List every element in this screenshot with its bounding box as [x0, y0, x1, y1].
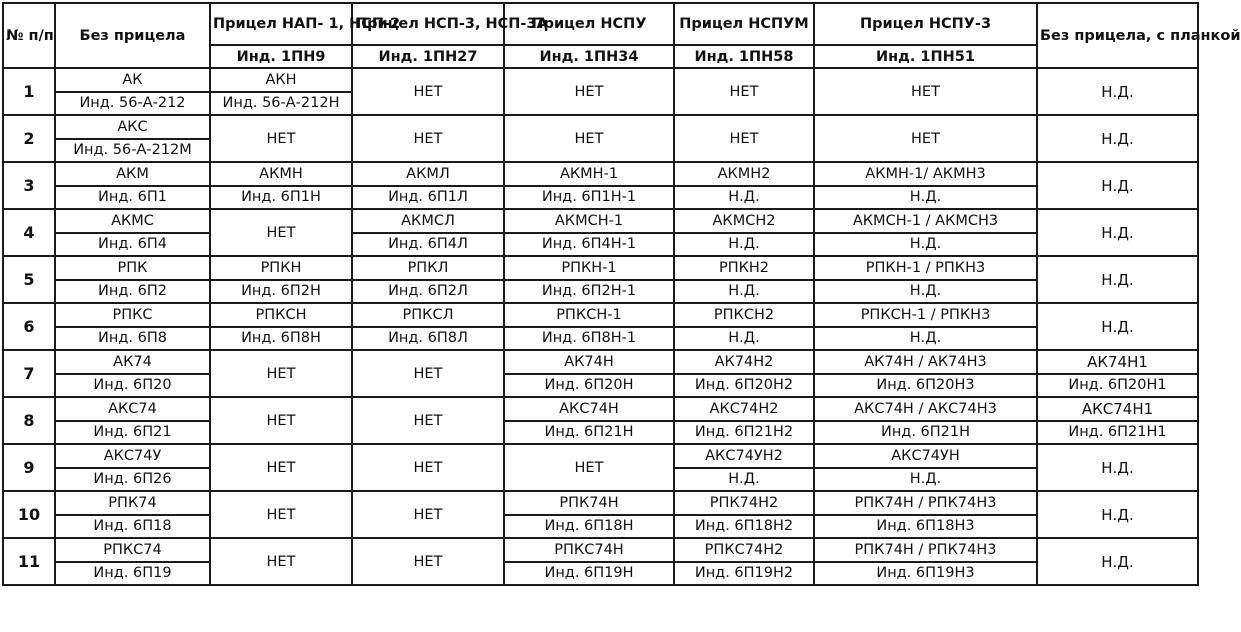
cell-base-index: Инд. 6П2	[55, 280, 210, 304]
row-number: 7	[3, 350, 55, 397]
cell-nap-index: Инд. 6П8Н	[210, 327, 352, 351]
cell-nspu3: РПКН-1 / РПКН3	[814, 256, 1037, 280]
cell-plank: Н.Д.	[1037, 444, 1198, 491]
row-number: 11	[3, 538, 55, 585]
cell-nsp3-index: Инд. 6П1Л	[352, 186, 504, 210]
cell-nspu3-index: Инд. 6П18Н3	[814, 515, 1037, 539]
cell-nspu3: РПК74Н / РПК74Н3	[814, 538, 1037, 562]
cell-nap-index: Инд. 56-А-212Н	[210, 92, 352, 116]
cell-plank: Н.Д.	[1037, 209, 1198, 256]
cell-nspum: АКС74Н2	[674, 397, 814, 421]
cell-nspu-index: Инд. 6П20Н	[504, 374, 674, 398]
cell-nspum: РПКСН2	[674, 303, 814, 327]
table-row	[3, 444, 1198, 468]
cell-nspu3-index: Инд. 6П21Н	[814, 421, 1037, 445]
cell-nspu: НЕТ	[504, 68, 674, 115]
cell-nspu3-index: Н.Д.	[814, 233, 1037, 257]
cell-nspu-index: Инд. 6П21Н	[504, 421, 674, 445]
cell-plank: Н.Д.	[1037, 538, 1198, 585]
table-row-index	[3, 327, 1198, 351]
cell-base-index: Инд. 6П21	[55, 421, 210, 445]
cell-base: АКМ	[55, 162, 210, 186]
cell-plank-index: Инд. 6П21Н1	[1037, 421, 1198, 445]
cell-base: РПКС74	[55, 538, 210, 562]
header-plank: Без прицела, с планкой	[1037, 3, 1198, 68]
cell-nsp3: АКМЛ	[352, 162, 504, 186]
header-num: № п/п	[3, 3, 55, 68]
cell-nsp3-index: Инд. 6П2Л	[352, 280, 504, 304]
cell-nspu: РПКСН-1	[504, 303, 674, 327]
cell-nsp3: НЕТ	[352, 115, 504, 162]
cell-nspum: АКМН2	[674, 162, 814, 186]
cell-nspu-index: Инд. 6П19Н	[504, 562, 674, 586]
cell-nspu: РПК74Н	[504, 491, 674, 515]
cell-nap: РПКСН	[210, 303, 352, 327]
cell-base-index: Инд. 56-А-212М	[55, 139, 210, 163]
cell-nspu3: АК74Н / АК74Н3	[814, 350, 1037, 374]
cell-nspum-index: Инд. 6П19Н2	[674, 562, 814, 586]
table-row	[3, 115, 1198, 139]
cell-plank: Н.Д.	[1037, 115, 1198, 162]
cell-nsp3: НЕТ	[352, 68, 504, 115]
row-number: 10	[3, 491, 55, 538]
cell-nspu3: АКМН-1/ АКМН3	[814, 162, 1037, 186]
header-nap-index: Инд. 1ПН9	[210, 45, 352, 68]
cell-nspu-index: Инд. 6П1Н-1	[504, 186, 674, 210]
cell-base: РПК	[55, 256, 210, 280]
table-row-index	[3, 186, 1198, 210]
header-nspu3: Прицел НСПУ-3	[814, 3, 1037, 45]
cell-nspu3: АКС74Н / АКС74Н3	[814, 397, 1037, 421]
cell-plank: Н.Д.	[1037, 256, 1198, 303]
header-nspum-index: Инд. 1ПН58	[674, 45, 814, 68]
cell-nap: РПКН	[210, 256, 352, 280]
cell-base: РПКС	[55, 303, 210, 327]
cell-nspum-index: Инд. 6П20Н2	[674, 374, 814, 398]
cell-nspum-index: Инд. 6П18Н2	[674, 515, 814, 539]
cell-nspu3: НЕТ	[814, 68, 1037, 115]
table-row	[3, 397, 1198, 421]
cell-nsp3: НЕТ	[352, 491, 504, 538]
row-number: 2	[3, 115, 55, 162]
cell-base-index: Инд. 6П8	[55, 327, 210, 351]
cell-nspu3-index: Н.Д.	[814, 186, 1037, 210]
cell-nspu3: НЕТ	[814, 115, 1037, 162]
header-nap: Прицел НАП- 1, НСП-2	[210, 3, 352, 45]
cell-base: АКС	[55, 115, 210, 139]
cell-nspum-index: Н.Д.	[674, 186, 814, 210]
cell-nspu3-index: Н.Д.	[814, 327, 1037, 351]
row-number: 5	[3, 256, 55, 303]
cell-base-index: Инд. 6П19	[55, 562, 210, 586]
row-number: 8	[3, 397, 55, 444]
cell-nap-index: Инд. 6П1Н	[210, 186, 352, 210]
cell-base: РПК74	[55, 491, 210, 515]
cell-nap: НЕТ	[210, 115, 352, 162]
header-no-sight: Без прицела	[55, 3, 210, 68]
cell-nspum: АКМСН2	[674, 209, 814, 233]
row-number: 3	[3, 162, 55, 209]
cell-nap: НЕТ	[210, 209, 352, 256]
cell-nspum-index: Н.Д.	[674, 327, 814, 351]
cell-nspum: РПК74Н2	[674, 491, 814, 515]
cell-plank: Н.Д.	[1037, 303, 1198, 350]
cell-nspu-index: Инд. 6П8Н-1	[504, 327, 674, 351]
table-row	[3, 162, 1198, 186]
cell-plank-index: Инд. 6П20Н1	[1037, 374, 1198, 398]
cell-base-index: Инд. 6П18	[55, 515, 210, 539]
cell-base: АКС74	[55, 397, 210, 421]
table-row	[3, 350, 1198, 374]
cell-nspu: РПКН-1	[504, 256, 674, 280]
cell-nspu-index: Инд. 6П4Н-1	[504, 233, 674, 257]
cell-nsp3: АКМСЛ	[352, 209, 504, 233]
table-row-index	[3, 562, 1198, 586]
table-row	[3, 256, 1198, 280]
cell-nap: АКМН	[210, 162, 352, 186]
cell-nsp3: РПКСЛ	[352, 303, 504, 327]
cell-nspu: АК74Н	[504, 350, 674, 374]
cell-plank: Н.Д.	[1037, 491, 1198, 538]
cell-nspu3: АКС74УН	[814, 444, 1037, 468]
cell-nspum-index: Н.Д.	[674, 233, 814, 257]
cell-nspu3-index: Н.Д.	[814, 280, 1037, 304]
cell-base-index: Инд. 6П1	[55, 186, 210, 210]
table-row	[3, 303, 1198, 327]
header-nsp3: Прицел НСП-3, НСП-3А	[352, 3, 504, 45]
cell-base-index: Инд. 6П20	[55, 374, 210, 398]
cell-nap: НЕТ	[210, 350, 352, 397]
header-nspu-index: Инд. 1ПН34	[504, 45, 674, 68]
cell-nspu: НЕТ	[504, 444, 674, 491]
cell-nspu3: АКМСН-1 / АКМСН3	[814, 209, 1037, 233]
header-nspum: Прицел НСПУМ	[674, 3, 814, 45]
document-page	[2, 2, 1241, 586]
cell-nspum-index: Инд. 6П21Н2	[674, 421, 814, 445]
table-row-index	[3, 515, 1198, 539]
weapon-sight-table	[2, 2, 1241, 586]
cell-nspu: АКМН-1	[504, 162, 674, 186]
row-number: 1	[3, 68, 55, 115]
cell-nsp3-index: Инд. 6П4Л	[352, 233, 504, 257]
table-row	[3, 491, 1198, 515]
header-nspu3-index: Инд. 1ПН51	[814, 45, 1037, 68]
cell-nap: НЕТ	[210, 491, 352, 538]
cell-base: АК	[55, 68, 210, 92]
cell-plank: АК74Н1	[1037, 350, 1198, 374]
cell-nsp3: НЕТ	[352, 444, 504, 491]
table-row-index	[3, 421, 1198, 445]
cell-nspum-index: Н.Д.	[674, 280, 814, 304]
cell-nsp3: НЕТ	[352, 397, 504, 444]
table-row-index	[3, 280, 1198, 304]
cell-nap: НЕТ	[210, 397, 352, 444]
cell-nspum: НЕТ	[674, 68, 814, 115]
cell-nspu3-index: Инд. 6П20Н3	[814, 374, 1037, 398]
cell-nspum: АК74Н2	[674, 350, 814, 374]
cell-nspu: АКМСН-1	[504, 209, 674, 233]
cell-nspum: АКС74УН2	[674, 444, 814, 468]
cell-base: АКМС	[55, 209, 210, 233]
table-body	[3, 68, 1198, 585]
cell-nspu: НЕТ	[504, 115, 674, 162]
cell-nsp3: НЕТ	[352, 350, 504, 397]
row-number: 4	[3, 209, 55, 256]
cell-nspum: РПКС74Н2	[674, 538, 814, 562]
cell-nspu: РПКС74Н	[504, 538, 674, 562]
cell-base-index: Инд. 6П4	[55, 233, 210, 257]
cell-nspu-index: Инд. 6П18Н	[504, 515, 674, 539]
table-row	[3, 209, 1198, 233]
cell-nsp3: НЕТ	[352, 538, 504, 585]
table-row-index	[3, 374, 1198, 398]
cell-base-index: Инд. 56-А-212	[55, 92, 210, 116]
cell-plank: Н.Д.	[1037, 68, 1198, 115]
cell-plank: АКС74Н1	[1037, 397, 1198, 421]
cell-nspu3: РПКСН-1 / РПКН3	[814, 303, 1037, 327]
table-row	[3, 68, 1198, 92]
cell-nspum: РПКН2	[674, 256, 814, 280]
cell-nsp3-index: Инд. 6П8Л	[352, 327, 504, 351]
cell-nspu-index: Инд. 6П2Н-1	[504, 280, 674, 304]
cell-nap: НЕТ	[210, 538, 352, 585]
cell-nspu3-index: Н.Д.	[814, 468, 1037, 492]
cell-base-index: Инд. 6П26	[55, 468, 210, 492]
cell-nap: НЕТ	[210, 444, 352, 491]
cell-nspum-index: Н.Д.	[674, 468, 814, 492]
row-number: 6	[3, 303, 55, 350]
row-number: 9	[3, 444, 55, 491]
cell-nspu3: РПК74Н / РПК74Н3	[814, 491, 1037, 515]
header-nsp3-index: Инд. 1ПН27	[352, 45, 504, 68]
cell-base: АКС74У	[55, 444, 210, 468]
cell-base: АК74	[55, 350, 210, 374]
table-row-index	[3, 233, 1198, 257]
cell-nsp3: РПКЛ	[352, 256, 504, 280]
cell-plank: Н.Д.	[1037, 162, 1198, 209]
header-nspu: Прицел НСПУ	[504, 3, 674, 45]
cell-nspu3-index: Инд. 6П19Н3	[814, 562, 1037, 586]
cell-nap-index: Инд. 6П2Н	[210, 280, 352, 304]
table-row	[3, 538, 1198, 562]
header-row	[3, 3, 1198, 45]
cell-nspu: АКС74Н	[504, 397, 674, 421]
cell-nspum: НЕТ	[674, 115, 814, 162]
cell-nap: АКН	[210, 68, 352, 92]
